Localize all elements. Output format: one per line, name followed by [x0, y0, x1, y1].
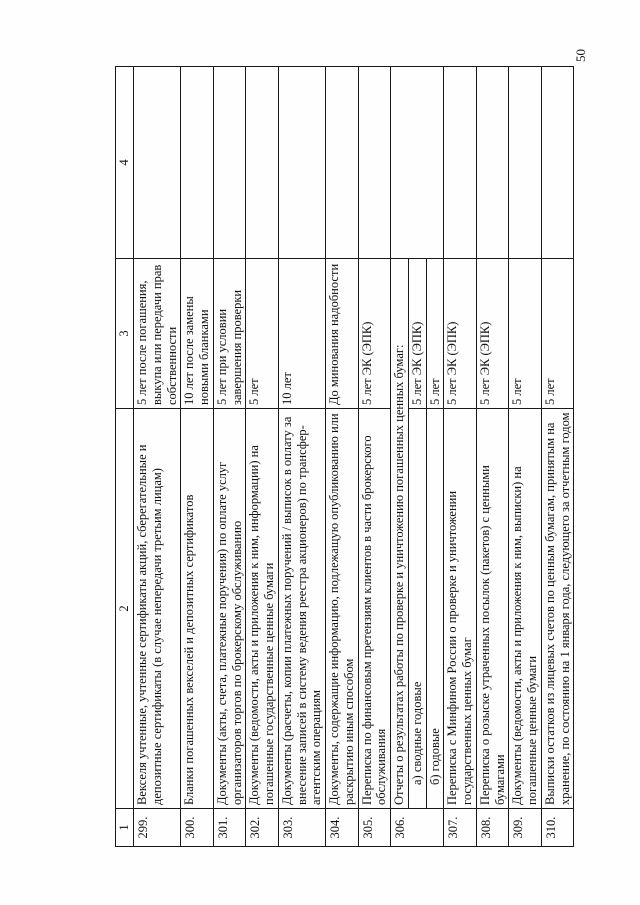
- table-row: [476, 67, 509, 847]
- row-note: [246, 67, 279, 259]
- row-retention-term: 5 лет: [426, 259, 444, 409]
- row-note: [509, 67, 542, 259]
- row-note: [278, 67, 325, 259]
- row-retention-term: 10 лет после замены новыми бланками: [181, 259, 214, 409]
- row-note: [476, 67, 509, 259]
- row-description: [426, 409, 444, 809]
- row-note: [326, 67, 359, 259]
- row-retention-term: 5 лет после погашения, выкупа или передачи прав собственности: [134, 259, 181, 409]
- row-description: Документы (ведомости, акты и приложения к ним, информации) на погашенные государственные ценные бумаги: [246, 409, 279, 809]
- row-retention-term: 5 лет ЭК (ЭПК): [444, 259, 477, 409]
- page-number: 50: [573, 49, 588, 62]
- header-row: [116, 67, 134, 847]
- row-note: [391, 67, 444, 259]
- row-description: Переписка о розыске утраченных посылок (пакетов) с ценными бумагами: [476, 409, 509, 809]
- row-description: Документы (акты, счета, платежные поручения) по оплате услуг организаторов торгов по брокерскому обслуживанию: [213, 409, 246, 809]
- row-number: 300.: [181, 809, 214, 847]
- row-number: 307.: [444, 809, 477, 847]
- table-row: [541, 67, 574, 847]
- row-number: 303.: [278, 809, 325, 847]
- table-row: [181, 67, 214, 847]
- row-description: Документы (расчеты, копии платежных поручений / выписок в оплату за внесение записей в систему ведения реестра акционеров) по трансфер-агентским операциям: [278, 409, 325, 809]
- rotated-table-wrapper: [115, 67, 572, 847]
- row-note: [541, 67, 574, 259]
- row-retention-term: 5 лет при условии завершения проверки: [213, 259, 246, 409]
- row-number: 302.: [246, 809, 279, 847]
- row-description: Переписка по финансовым претензиям клиентов в части брокерского обслуживания: [358, 409, 391, 809]
- table-row: [246, 67, 279, 847]
- row-description: Выписки остатков из лицевых счетов по ценным бумагам, принятым на хранение, по состоянию на 1 января года, следующего за отчетным годом: [541, 409, 574, 809]
- row-retention-term: 5 лет: [509, 259, 542, 409]
- row-retention-term: 5 лет ЭК (ЭПК): [476, 259, 509, 409]
- row-retention-term: До минования надобности: [326, 259, 359, 409]
- row-retention-term: 5 лет ЭК (ЭПК): [408, 259, 426, 409]
- retention-table: [115, 66, 574, 847]
- row-description: Векселя учтенные, учтенные сертификаты акций, сберегательные и депозитные сертификаты (в случае непередачи третьим лицам): [134, 409, 181, 809]
- table-row: [358, 67, 391, 847]
- row-note: [358, 67, 391, 259]
- column-header: 2: [116, 409, 134, 809]
- column-header: 3: [116, 259, 134, 409]
- row-retention-term: 10 лет: [278, 259, 325, 409]
- row-description: Отчеты о результатах работы по проверке и уничтожению погашенных ценных бумаг:: [391, 259, 409, 809]
- row-note: [134, 67, 181, 259]
- row-description: Переписка с Минфином России о проверке и уничтожении государственных ценных бумаг: [444, 409, 477, 809]
- row-number: 304.: [326, 809, 359, 847]
- row-number: 309.: [509, 809, 542, 847]
- row-number: 308.: [476, 809, 509, 847]
- table-row: [278, 67, 325, 847]
- row-note: [181, 67, 214, 259]
- row-description: Документы, содержащие информацию, подлежащую опубликованию или раскрытию иным способом: [326, 409, 359, 809]
- row-note: [213, 67, 246, 259]
- row-number: 305.: [358, 809, 391, 847]
- table-row: [509, 67, 542, 847]
- column-header: 1: [116, 809, 134, 847]
- table-row: [444, 67, 477, 847]
- table-row: [213, 67, 246, 847]
- row-description: Бланки погашенных векселей и депозитных сертификатов: [181, 409, 214, 809]
- row-number: 299.: [134, 809, 181, 847]
- subitem-label: б) годовые: [427, 728, 442, 785]
- row-number: 310.: [541, 809, 574, 847]
- row-retention-term: 5 лет ЭК (ЭПК): [358, 259, 391, 409]
- column-header: 4: [116, 67, 134, 259]
- table-row: [391, 67, 409, 847]
- table-row: [326, 67, 359, 847]
- row-retention-term: 5 лет: [246, 259, 279, 409]
- row-note: [444, 67, 477, 259]
- row-retention-term: 5 лет: [541, 259, 574, 409]
- row-number: 306.: [391, 809, 444, 847]
- row-number: 301.: [213, 809, 246, 847]
- table-row: [134, 67, 181, 847]
- row-description: [408, 409, 426, 809]
- subitem-label: а) сводные годовые: [409, 681, 424, 785]
- row-description: Документы (ведомости, акты и приложения к ним, выписки) на погашенные ценные бумаги: [509, 409, 542, 809]
